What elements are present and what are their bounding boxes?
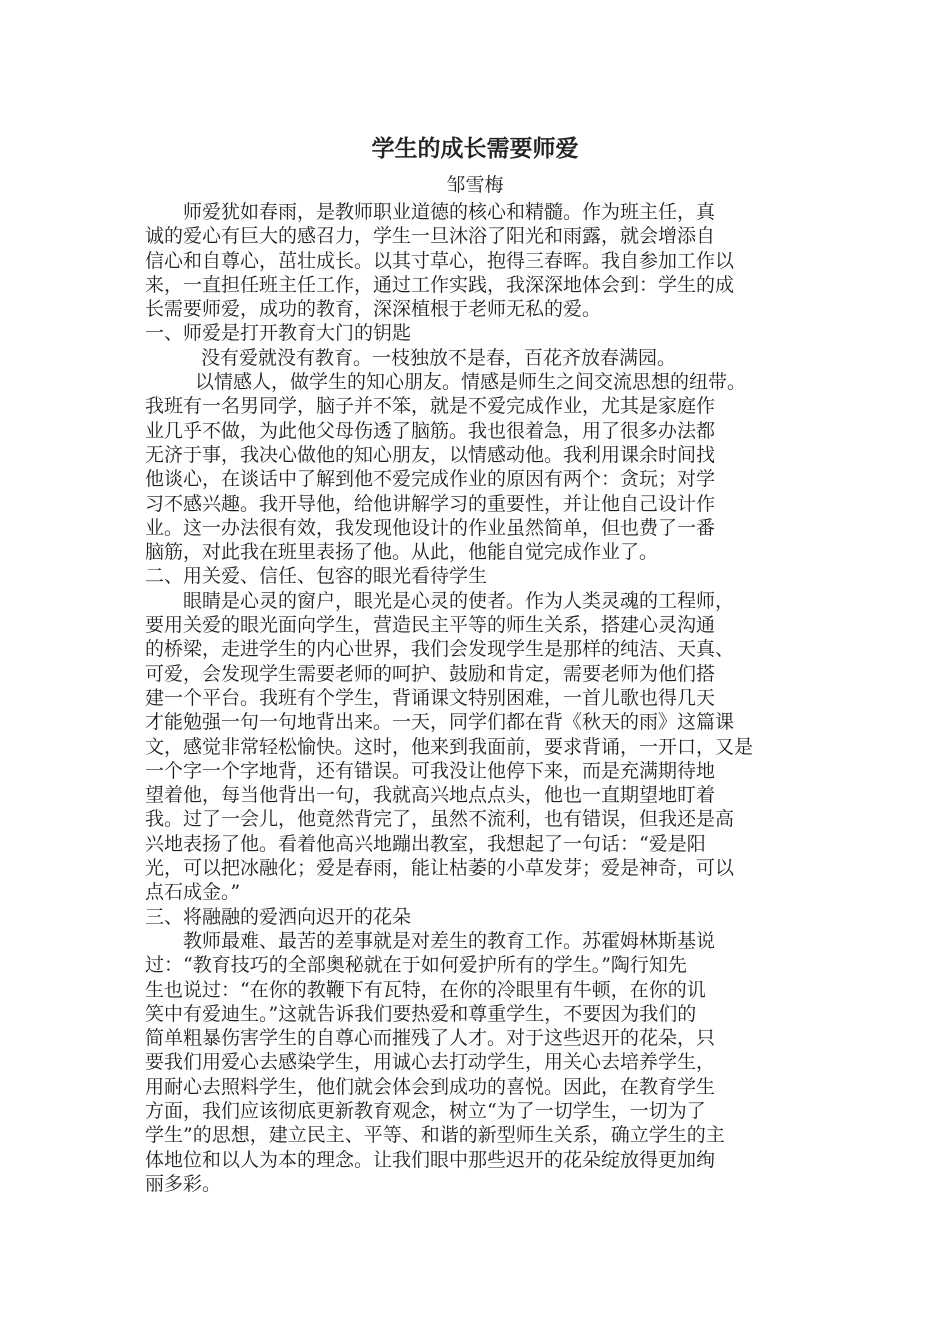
paragraph-line: 望着他，每当他背出一句，我就高兴地点点头，他也一直期望地盯着	[145, 784, 716, 807]
paragraph-line: 丽多彩。	[145, 1172, 222, 1195]
paragraph-line: 脑筋，对此我在班里表扬了他。从此，他能自觉完成作业了。	[145, 541, 659, 564]
paragraph-line: 一个字一个字地背，还有错误。可我没让他停下来，而是充满期待地	[145, 759, 716, 782]
document-body	[145, 200, 810, 1196]
paragraph-line: 师爱犹如春雨，是教师职业道德的核心和精髓。作为班主任，真	[183, 201, 716, 223]
paragraph-line: 文，感觉非常轻松愉快。这时，他来到我面前，要求背诵，一开口，又是	[145, 735, 754, 758]
paragraph-line: 以情感人，做学生的知心朋友。情感是师生之间交流思想的纽带。	[195, 371, 747, 394]
paragraph-line: 过：“教育技巧的全部奥秘就在于如何爱护所有的学生。”陶行知先	[145, 954, 687, 977]
paragraph-line: 教师最难、最苦的差事就是对差生的教育工作。苏霍姆林斯基说	[183, 929, 716, 952]
document-title: 学生的成长需要师爱	[371, 136, 579, 162]
section-heading: 三、将融融的爱洒向迟开的花朵	[145, 905, 412, 928]
paragraph-line: 兴地表扬了他。看着他高兴地蹦出教室，我想起了一句话：“爱是阳	[145, 832, 706, 855]
paragraph-line: 点石成金。”	[145, 881, 241, 904]
paragraph-line: 光，可以把冰融化；爱是春雨，能让枯萎的小草发芽；爱是神奇，可以	[145, 857, 735, 880]
paragraph-line: 才能勉强一句一句地背出来。一天，同学们都在背《秋天的雨》这篇课	[145, 711, 735, 734]
paragraph-line: 业。这一办法很有效，我发现他设计的作业虽然简单，但也费了一番	[145, 516, 716, 539]
paragraph-line: 笑中有爱迪生。”这就告诉我们要热爱和尊重学生，不要因为我们的	[145, 1002, 697, 1025]
paragraph-line: 可爱，会发现学生需要老师的呵护、鼓励和肯定，需要老师为他们搭	[145, 662, 716, 685]
paragraph-line: 的桥梁，走进学生的内心世界，我们会发现学生是那样的纯洁、天真、	[145, 638, 735, 661]
paragraph-line: 建一个平台。我班有个学生，背诵课文特别困难，一首儿歌也得几天	[145, 686, 716, 709]
paragraph-line: 信心和自尊心，茁壮成长。以其寸草心，抱得三春晖。我自参加工作以	[145, 249, 735, 272]
paragraph-line: 没有爱就没有教育。一枝独放不是春，百花齐放春满园。	[201, 346, 677, 369]
paragraph-line: 体地位和以人为本的理念。让我们眼中那些迟开的花朵绽放得更加绚	[145, 1148, 716, 1171]
paragraph-line: 来，一直担任班主任工作，通过工作实践，我深深地体会到：学生的成	[145, 273, 735, 296]
paragraph-line: 他谈心，在谈话中了解到他不爱完成作业的原因有两个：贪玩；对学	[145, 468, 716, 491]
paragraph-line: 要用关爱的眼光面向学生，营造民主平等的师生关系，搭建心灵沟通	[145, 614, 716, 637]
paragraph-line: 长需要师爱，成功的教育，深深植根于老师无私的爱。	[145, 298, 602, 321]
section-heading: 二、用关爱、信任、包容的眼光看待学生	[145, 565, 488, 588]
paragraph-line: 诚的爱心有巨大的感召力，学生一旦沐浴了阳光和雨露，就会增添自	[145, 225, 716, 248]
paragraph-line: 我班有一名男同学，脑子并不笨，就是不爱完成作业，尤其是家庭作	[145, 395, 716, 418]
paragraph-line: 我。过了一会儿，他竟然背完了，虽然不流利，也有错误，但我还是高	[145, 808, 735, 831]
paragraph-line: 用耐心去照料学生，他们就会体会到成功的喜悦。因此，在教育学生	[145, 1075, 716, 1098]
paragraph-line: 学生”的思想，建立民主、平等、和谐的新型师生关系，确立学生的主	[145, 1124, 725, 1147]
paragraph-line: 方面，我们应该彻底更新教育观念，树立“为了一切学生，一切为了	[145, 1099, 706, 1122]
paragraph-line: 简单粗暴伤害学生的自尊心而摧残了人才。对于这些迟开的花朵，只	[145, 1027, 716, 1050]
document-author: 邹雪梅	[446, 174, 504, 196]
paragraph-line: 无济于事，我决心做他的知心朋友，以情感动他。我利用课余时间找	[145, 443, 716, 466]
paragraph-line: 眼睛是心灵的窗户，眼光是心灵的使者。作为人类灵魂的工程师，	[183, 589, 735, 612]
paragraph-line: 业几乎不做，为此他父母伤透了脑筋。我也很着急，用了很多办法都	[145, 419, 716, 442]
section-heading: 一、师爱是打开教育大门的钥匙	[145, 322, 412, 345]
paragraph-line: 要我们用爱心去感染学生，用诚心去打动学生，用关心去培养学生，	[145, 1051, 716, 1074]
paragraph-line: 习不感兴趣。我开导他，给他讲解学习的重要性，并让他自己设计作	[145, 492, 716, 515]
paragraph-line: 生也说过：“在你的教鞭下有瓦特，在你的冷眼里有牛顿，在你的讥	[145, 978, 706, 1001]
